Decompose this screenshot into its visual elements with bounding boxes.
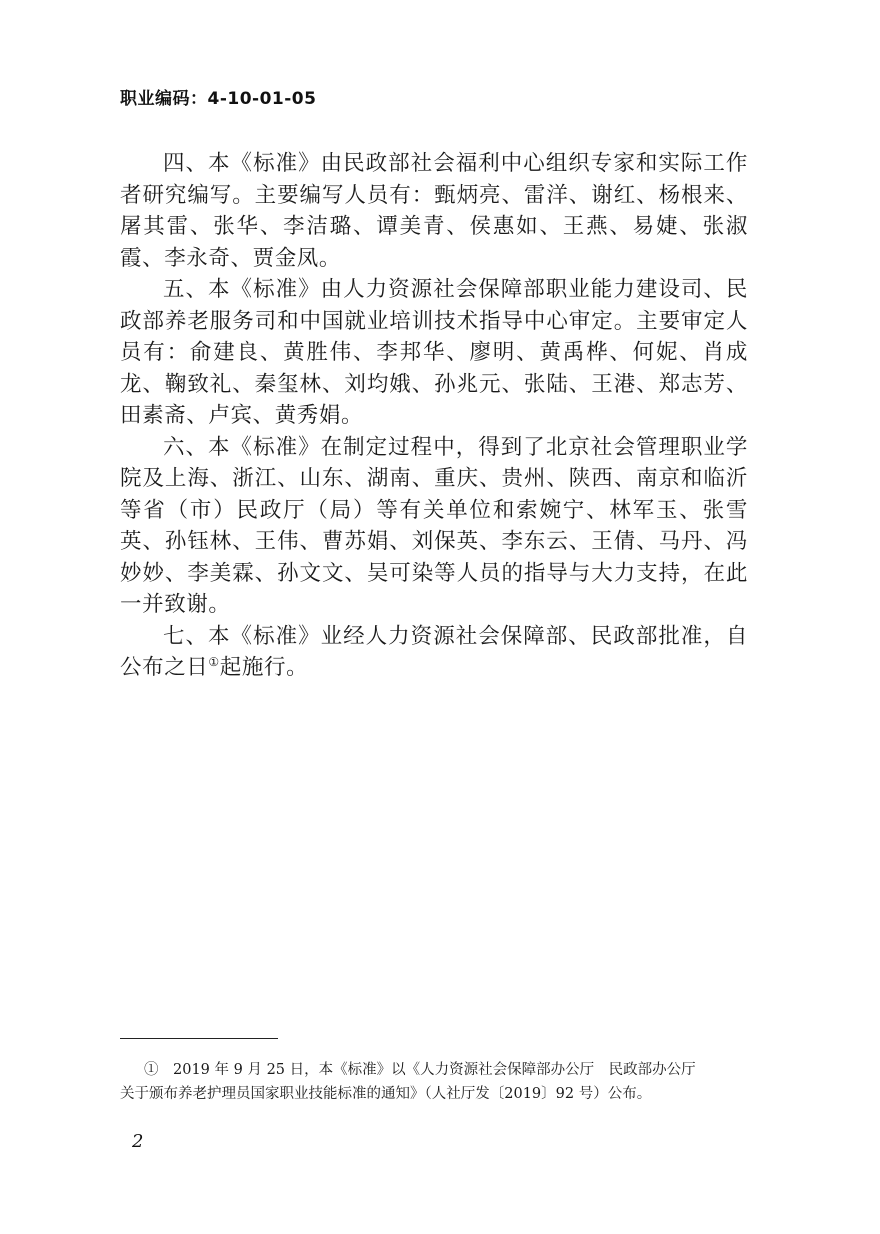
footnote-marker[interactable]: ① xyxy=(208,654,220,669)
paragraph-four: 四、本《标准》由民政部社会福利中心组织专家和实际工作者研究编写。主要编写人员有：甄炳亮、雷洋、谢红、杨根来、屠其雷、张华、李洁璐、谭美青、侯惠如、王燕、易婕、张淑霞、李永奇、贾金凤。 xyxy=(120,151,748,271)
paragraph-five: 五、本《标准》由人力资源社会保障部职业能力建设司、民政部养老服务司和中国就业培训技术指导中心审定。主要审定人员有：俞建良、黄胜伟、李邦华、廖明、黄禹桦、何妮、肖成龙、鞠致礼、秦玺林、刘均娥、孙兆元、张陆、王港、郑志芳、田素斋、卢宾、黄秀娟。 xyxy=(120,277,748,428)
footnote-line-1: ① 2019 年 9 月 25 日，本《标准》以《人力资源社会保障部办公厅 民政部办公厅 xyxy=(144,1062,696,1078)
occupation-code-header: 职业编码：4-10-01-05 xyxy=(120,89,317,109)
paragraph-seven-text: 七、本《标准》业经人力资源社会保障部、民政部批准，自公布之日 xyxy=(120,623,748,680)
footnote-divider xyxy=(120,1038,278,1039)
body-text xyxy=(120,148,748,684)
page-number: 2 xyxy=(132,1131,144,1152)
footnote xyxy=(120,1058,748,1106)
paragraph-six: 六、本《标准》在制定过程中，得到了北京社会管理职业学院及上海、浙江、山东、湖南、重庆、贵州、陕西、南京和临沂等省（市）民政厅（局）等有关单位和索婉宁、林军玉、张雪英、孙钰林、王伟、曹苏娟、刘保英、李东云、王倩、马丹、冯妙妙、李美霖、孙文文、吴可染等人员的指导与大力支持，在此一并致谢。 xyxy=(120,434,748,617)
paragraph-seven xyxy=(120,621,748,684)
footnote-line-2: 关于颁布养老护理员国家职业技能标准的通知》（人社厅发〔2019〕92 号）公布。 xyxy=(120,1086,652,1102)
paragraph-seven-tail: 起施行。 xyxy=(219,655,309,680)
